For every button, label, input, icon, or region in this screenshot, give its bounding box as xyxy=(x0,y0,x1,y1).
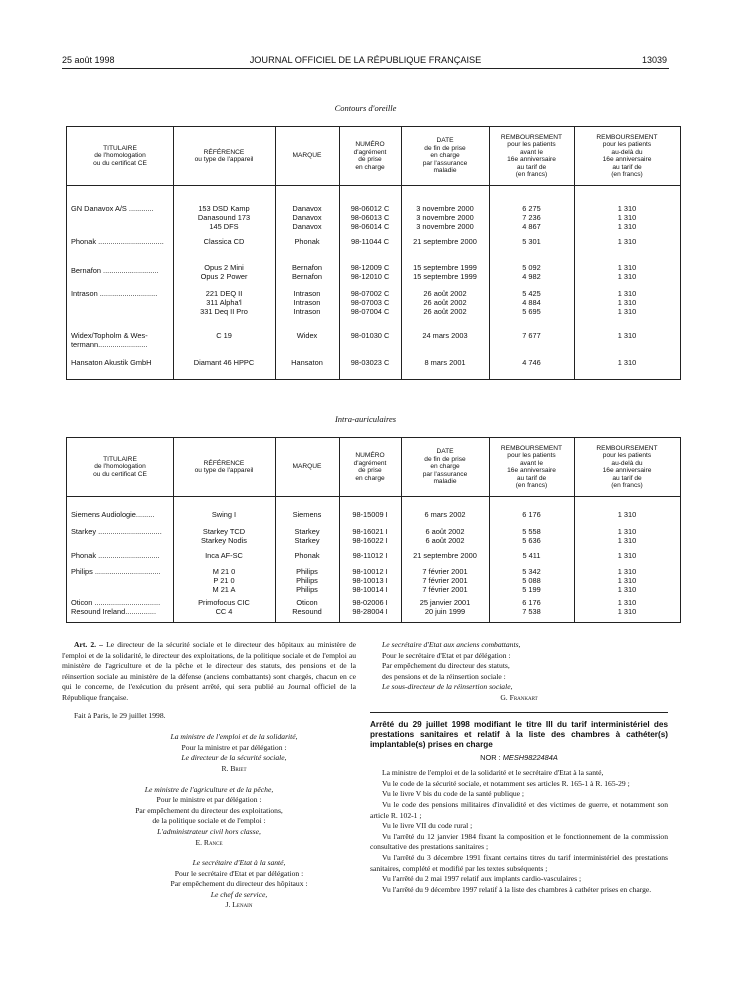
cell-date: 25 janvier 2001 20 juin 1999 xyxy=(419,598,471,616)
cell-avant: 5 342 5 088 5 199 xyxy=(522,567,541,594)
cell-marque: Philips Philips Philips xyxy=(296,567,318,594)
cell-titulaire: Oticon ................................ Resound Ireland............... xyxy=(71,598,161,616)
cell-apres: 1 310 1 310 1 310 xyxy=(617,289,637,316)
cell-date: 6 août 2002 6 août 2002 xyxy=(425,527,465,545)
table-header xyxy=(67,438,680,497)
cell-reference: C 19 xyxy=(216,331,232,340)
sig-title: Le secrétaire d'Etat à la santé, xyxy=(192,858,286,868)
cell-reference: 153 DSD Kamp Danasound 173 145 DFS xyxy=(197,204,251,231)
th-titulaire: TITULAIRE de l'homologation ou du certificat CE xyxy=(93,144,147,167)
sig-line: Pour le secrétaire d'Etat et par délégation : xyxy=(382,650,511,660)
cell-date: 15 septembre 1999 15 septembre 1999 xyxy=(413,263,477,281)
cell-titulaire: Phonak .............................. xyxy=(71,551,160,560)
sig-line: Par empêchement du directeur des exploitations, xyxy=(135,805,283,815)
cell-reference: Primofocus CIC CC 4 xyxy=(198,598,250,616)
cell-titulaire: GN Danavox A/S ............ xyxy=(71,204,154,213)
cell-marque: Phonak xyxy=(294,551,320,560)
cell-reference: Starkey TCD Starkey Nodis xyxy=(200,527,247,545)
article-text: Le directeur de la sécurité sociale et le directeur des hôpitaux au ministère de l'emploi et de la solidarité, le directeur des exploitations, de la politique sociale et de l'emploi au ministère de l'agriculture et de la pêche et le directeur des statuts, des pensions et de la réinsertion sociale au ministère de la défense (anciens combattants) sont chargés, chacun en ce qui le concerne, de l'exécution du présent arrêté, qui sera publié au Journal officiel de la République française. xyxy=(62,640,356,702)
left-column xyxy=(62,640,356,911)
table-contours xyxy=(66,126,681,380)
cell-titulaire: Hansaton Akustik GmbH xyxy=(71,358,152,367)
cell-reference: 221 DEQ II 311 Alpha'l 331 Deq II Pro xyxy=(200,289,248,316)
cell-marque: Danavox Danavox Danavox xyxy=(292,204,322,231)
cell-date: 21 septembre 2000 xyxy=(413,551,477,560)
header-rule xyxy=(62,68,669,69)
cell-apres: 1 310 xyxy=(617,237,637,246)
arrete-title: Arrêté du 29 juillet 1998 modifiant le titre III du tarif interministériel des prestations sanitaires et relatif à la liste des chambres à cathéter(s) implantable(s) prises en charge xyxy=(370,719,668,749)
sig-role: Le chef de service, xyxy=(210,889,268,899)
cell-date: 24 mars 2003 xyxy=(422,331,468,340)
cell-reference: Inca AF-SC xyxy=(205,551,243,560)
cell-marque: Phonak xyxy=(294,237,320,246)
sig-role: Le directeur de la sécurité sociale, xyxy=(181,753,287,763)
table-intra xyxy=(66,437,681,623)
section-title-contours: Contours d'oreille xyxy=(334,103,397,113)
cell-date: 21 septembre 2000 xyxy=(413,237,477,246)
sig-line: Pour la ministre et par délégation : xyxy=(181,742,287,752)
cell-avant: 5 092 4 982 xyxy=(522,263,541,281)
cell-avant: 5 411 xyxy=(522,551,541,560)
cell-avant: 5 425 4 884 5 695 xyxy=(522,289,541,316)
sig-line: Par empêchement du directeur des statuts, xyxy=(382,661,510,671)
paragraph: Vu l'arrêté du 2 mai 1997 relatif aux implants cardio-vasculaires ; xyxy=(382,874,582,884)
signature-block-1 xyxy=(62,732,356,774)
cell-reference: Opus 2 Mini Opus 2 Power xyxy=(200,263,248,281)
cell-date: 3 novembre 2000 3 novembre 2000 3 novembre 2000 xyxy=(416,204,474,231)
cell-avant: 6 176 7 538 xyxy=(522,598,541,616)
signature-block-4 xyxy=(370,640,668,704)
table-header xyxy=(67,127,680,186)
cell-numero: 98-11044 C xyxy=(350,237,390,246)
cell-avant: 6 275 7 236 4 867 xyxy=(522,204,541,231)
cell-numero: 98-02006 I 98-28004 I xyxy=(352,598,388,616)
cell-avant: 5 558 5 636 xyxy=(522,527,541,545)
cell-numero: 98-16021 I 98-16022 I xyxy=(352,527,388,545)
cell-date: 7 février 2001 7 février 2001 7 février 2001 xyxy=(422,567,468,594)
th-numero: NUMÉRO d'agrément de prise en charge xyxy=(353,452,387,482)
cell-avant: 4 746 xyxy=(522,358,541,367)
nor-code: MESH9822484A xyxy=(502,752,558,762)
th-reference: RÉFÉRENCE ou type de l'appareil xyxy=(194,459,254,474)
th-reference: RÉFÉRENCE ou type de l'appareil xyxy=(194,148,254,163)
th-apres: REMBOURSEMENT pour les patients au-delà du 16e anniversaire au tarif de (en francs) xyxy=(596,444,658,489)
cell-marque: Widex xyxy=(296,331,318,340)
section-title-intra: Intra-auriculaires xyxy=(334,414,397,424)
cell-apres: 1 310 1 310 1 310 xyxy=(617,567,637,594)
nor-label: NOR : xyxy=(480,752,501,762)
paragraph: Vu l'arrêté du 9 décembre 1997 relatif à la liste des chambres à cathéter prises en charge. xyxy=(382,884,652,894)
sig-role: L'administrateur civil hors classe, xyxy=(157,826,261,836)
cell-reference: Classica CD xyxy=(203,237,245,246)
cell-marque: Siemens xyxy=(292,510,322,519)
cell-marque: Hansaton xyxy=(291,358,323,367)
sig-name: G. Frankart xyxy=(500,692,538,702)
sig-line: Pour le secrétaire d'Etat et par délégation : xyxy=(174,868,304,878)
cell-numero: 98-06012 C 98-06013 C 98-06014 C xyxy=(350,204,390,231)
signature-block-3 xyxy=(62,858,356,911)
cell-numero: 98-10012 I 98-10013 I 98-10014 I xyxy=(352,567,388,594)
cell-titulaire: Siemens Audiologie......... xyxy=(71,510,155,519)
cell-marque: Bernafon Bernafon xyxy=(292,263,322,281)
cell-titulaire: Phonak ................................ xyxy=(71,237,164,246)
sig-line: de la politique sociale et de l'emploi : xyxy=(152,816,266,826)
cell-apres: 1 310 xyxy=(617,551,637,560)
cell-titulaire: Intrason ............................ xyxy=(71,289,158,298)
cell-avant: 6 176 xyxy=(522,510,541,519)
nor-reference xyxy=(370,753,668,764)
cell-apres: 1 310 1 310 xyxy=(617,527,637,545)
cell-reference: Diamant 46 HPPC xyxy=(193,358,255,367)
cell-apres: 1 310 1 310 xyxy=(617,598,637,616)
cell-apres: 1 310 xyxy=(617,510,637,519)
cell-reference: Swing I xyxy=(211,510,237,519)
th-avant: REMBOURSEMENT pour les patients avant le 16e anniversaire au tarif de (en francs) xyxy=(500,444,563,489)
page-number: 13039 xyxy=(641,55,667,65)
cell-numero: 98-11012 I xyxy=(352,551,388,560)
cell-avant: 7 677 xyxy=(522,331,541,340)
cell-titulaire: Philips ................................ xyxy=(71,567,161,576)
cell-numero: 98-12009 C 98-12010 C xyxy=(350,263,390,281)
th-marque: MARQUE xyxy=(292,152,322,160)
cell-titulaire: Bernafon ........................... xyxy=(71,266,159,275)
th-date: DATE de fin de prise en charge par l'assurance maladie xyxy=(422,448,468,486)
th-date: DATE de fin de prise en charge par l'assurance maladie xyxy=(422,137,468,175)
th-numero: NUMÉRO d'agrément de prise en charge xyxy=(353,141,387,171)
cell-date: 26 août 2002 26 août 2002 26 août 2002 xyxy=(423,289,467,316)
paragraph: La ministre de l'emploi et de la solidarité et le secrétaire d'Etat à la santé, xyxy=(382,768,604,778)
fait-a-paris: Fait à Paris, le 29 juillet 1998. xyxy=(74,710,166,720)
sig-name: J. Lenain xyxy=(225,900,253,910)
cell-numero: 98-07002 C 98-07003 C 98-07004 C xyxy=(350,289,390,316)
cell-reference: M 21 0 P 21 0 M 21 A xyxy=(212,567,236,594)
cell-marque: Intrason Intrason Intrason xyxy=(293,289,321,316)
cell-avant: 5 301 xyxy=(522,237,541,246)
cell-apres: 1 310 1 310 xyxy=(617,263,637,281)
cell-titulaire: Widex/Topholm & Wes- termann........................ xyxy=(71,331,148,349)
paragraph: Vu l'arrêté du 12 janvier 1984 fixant la composition et le fonctionnement de la commission consultative des prestations sanitaires ; xyxy=(370,831,668,852)
article-2 xyxy=(62,640,356,704)
cell-marque: Starkey Starkey xyxy=(294,527,320,545)
sig-title: Le ministre de l'agriculture et de la pêche, xyxy=(144,784,274,794)
signature-block-2 xyxy=(62,785,356,849)
article-label: Art. 2. – xyxy=(74,640,103,649)
cell-numero: 98-01030 C xyxy=(350,331,390,340)
sig-title: La ministre de l'emploi et de la solidarité, xyxy=(170,732,298,742)
paragraph: Vu le livre VII du code rural ; xyxy=(382,821,473,831)
cell-date: 6 mars 2002 xyxy=(424,510,466,519)
cell-numero: 98-03023 C xyxy=(350,358,390,367)
separator xyxy=(370,712,668,713)
cell-titulaire: Starkey ............................... xyxy=(71,527,162,536)
sig-line: Pour le ministre et par délégation : xyxy=(156,795,262,805)
right-column xyxy=(370,640,668,895)
cell-apres: 1 310 1 310 1 310 xyxy=(617,204,637,231)
cell-marque: Oticon Resound xyxy=(292,598,322,616)
cell-date: 8 mars 2001 xyxy=(424,358,466,367)
paragraph: Vu l'arrêté du 3 décembre 1991 fixant certains titres du tarif interministériel des prestations sanitaires, complété et modifié par les textes subséquents ; xyxy=(370,852,668,873)
cell-apres: 1 310 xyxy=(617,331,637,340)
th-avant: REMBOURSEMENT pour les patients avant le 16e anniversaire au tarif de (en francs) xyxy=(500,133,563,178)
header-date: 25 août 1998 xyxy=(62,55,115,65)
sig-role: Le sous-directeur de la réinsertion sociale, xyxy=(382,682,513,692)
sig-line: des pensions et de la réinsertion sociale : xyxy=(382,671,506,681)
sig-name: E. Rance xyxy=(195,837,223,847)
paragraph: Vu le code des pensions militaires d'invalidité et des victimes de guerre, et notamment son article R. 102-1 ; xyxy=(370,799,668,820)
th-apres: REMBOURSEMENT pour les patients au-delà du 16e anniversaire au tarif de (en francs) xyxy=(596,133,658,178)
paragraph: Vu le livre V bis du code de la santé publique ; xyxy=(382,789,525,799)
th-titulaire: TITULAIRE de l'homologation ou du certificat CE xyxy=(93,455,147,478)
cell-apres: 1 310 xyxy=(617,358,637,367)
th-marque: MARQUE xyxy=(292,463,322,471)
journal-title: JOURNAL OFFICIEL DE LA RÉPUBLIQUE FRANÇAISE xyxy=(249,55,482,65)
cell-numero: 98-15009 I xyxy=(352,510,388,519)
sig-name: R. Briet xyxy=(221,763,247,773)
sig-title: Le secrétaire d'Etat aux anciens combattants, xyxy=(382,640,521,649)
sig-line: Par empêchement du directeur des hôpitaux : xyxy=(170,879,308,889)
paragraph: Vu le code de la sécurité sociale, et notamment ses articles R. 165-1 à R. 165-29 ; xyxy=(382,778,630,788)
